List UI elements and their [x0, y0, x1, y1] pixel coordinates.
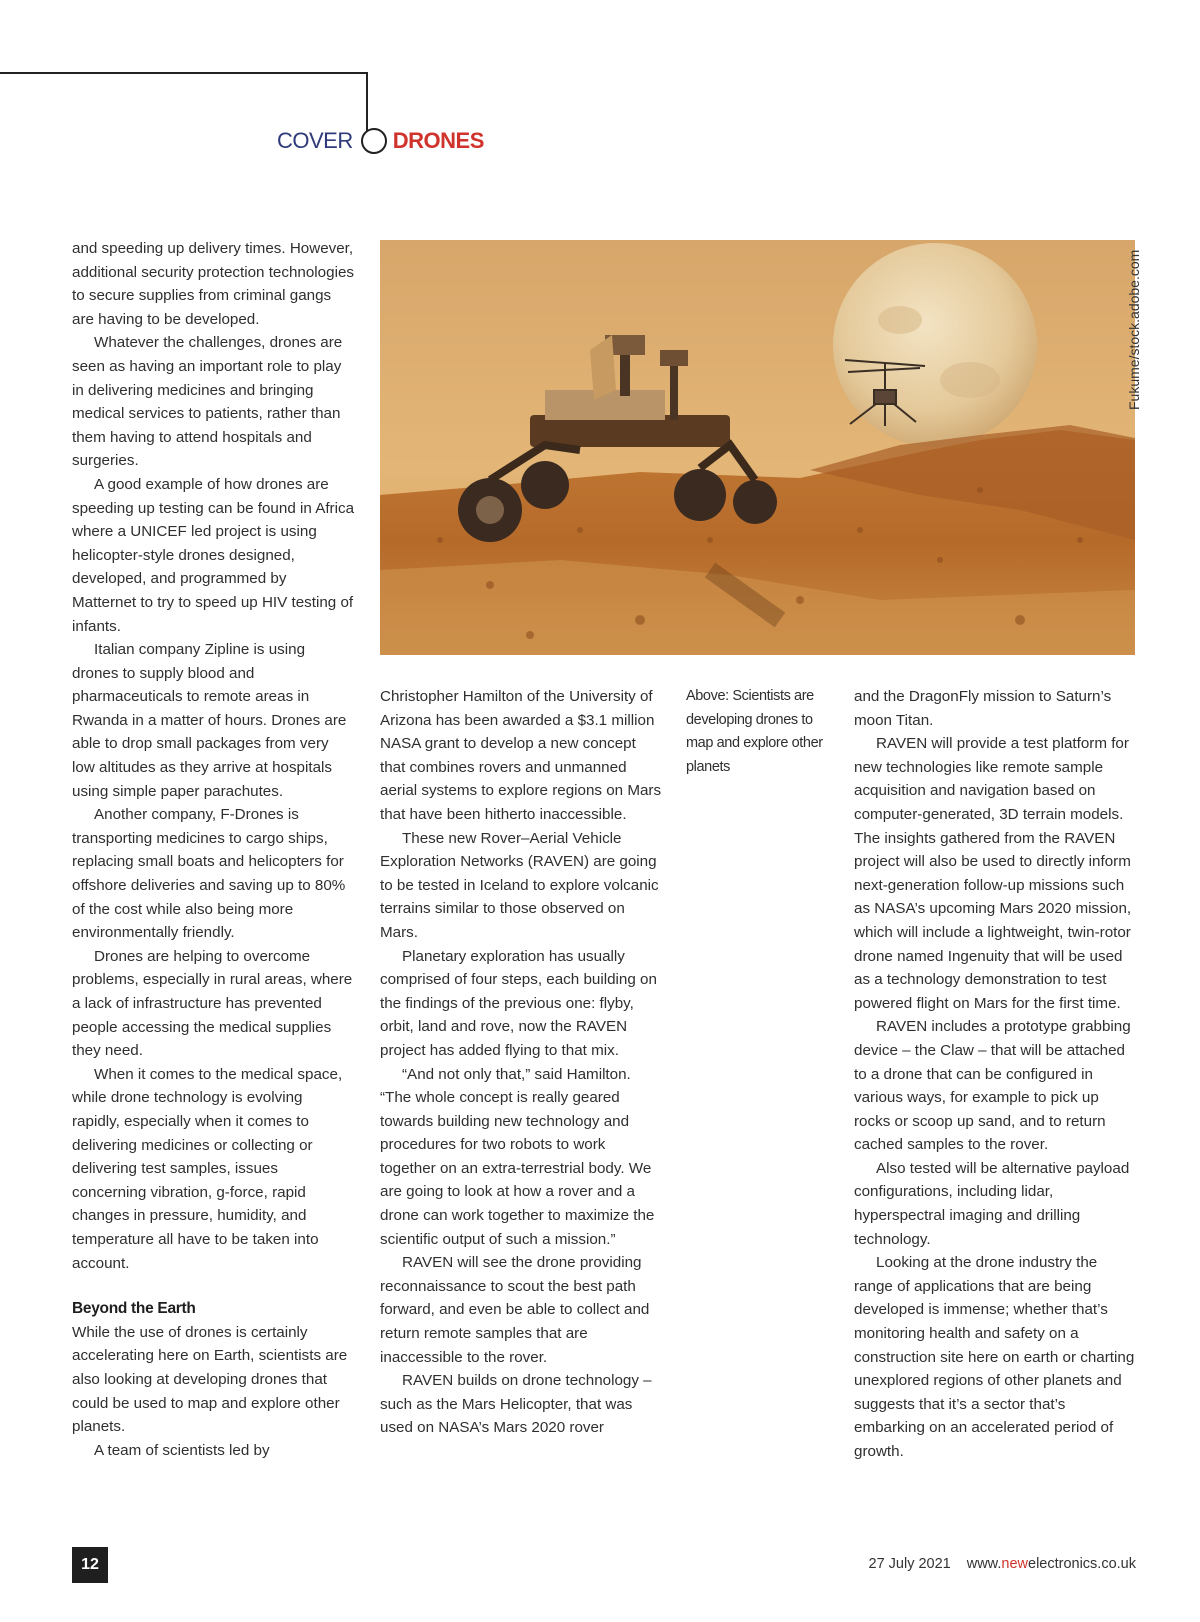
paragraph: Drones are helping to overcome problems, especially in rural areas, where a lack of infrastructure has prevented people accessing the medical supplies they need. [72, 947, 353, 1060]
paragraph: RAVEN will see the drone providing reconnaissance to scout the best path forward, and even be able to collect and return remote samples that are inaccessible to the rover. [380, 1254, 650, 1366]
paragraph: These new Rover–Aerial Vehicle Exploration Networks (RAVEN) are going to be tested in Iceland to explore volcanic terrains similar to those observed on Mars. [380, 829, 659, 941]
paragraph: RAVEN builds on drone technology – such as the Mars Helicopter, that was used on NASA’s Mars 2020 rover [380, 1372, 652, 1437]
footer-info [869, 1556, 1137, 1572]
paragraph: Looking at the drone industry the range of applications that are being developed is immense; whether that’s monitoring health and safety on a construction site here on earth or charting unexplored regions of other planets and suggests that it’s a sector that’s embarking on an accelerated period of growth. [854, 1254, 1135, 1460]
section-label-cover: COVER [277, 128, 353, 153]
issue-date: 27 July 2021 [868, 1556, 951, 1572]
paragraph: When it comes to the medical space, while drone technology is evolving rapidly, especially when it comes to delivering medicines or collecting or delivering test samples, issues concerning vibration, g-force, rapid changes in pressure, humidity, and temperature all have to be taken into account. [72, 1065, 343, 1272]
paragraph: “And not only that,” said Hamilton. “The whole concept is really geared towards building new technology and procedures for two robots to work together on an extra-terrestrial body. We are going to look at how a rover and a drone can work together to maximize the scientific output of such a mission.” [380, 1065, 655, 1248]
paragraph: and speeding up delivery times. However, additional security protection technologies to secure supplies from criminal gangs are having to be developed. [72, 240, 354, 328]
paragraph: Christopher Hamilton of the University of Arizona has been awarded a $3.1 million NASA grant to develop a new concept that combines rovers and unmanned aerial systems to explore regions on Mars that have been hitherto inaccessible. [380, 688, 662, 823]
header-rule-horizontal [0, 72, 368, 74]
paragraph: A good example of how drones are speeding up testing can be found in Africa where a UNICEF led project is using helicopter-style drones designed, developed, and programmed by Matternet to try to speed up HIV testing of infants. [72, 475, 355, 635]
subheading-beyond-the-earth: Beyond the Earth [72, 1300, 196, 1318]
website-url [967, 1556, 1136, 1572]
paragraph: A team of scientists led by [94, 1441, 270, 1459]
article-column-2 [380, 685, 662, 1440]
header-rule-vertical [366, 72, 368, 134]
mars-rover-photo [380, 240, 1135, 655]
url-prefix: www. [966, 1556, 1002, 1572]
url-suffix: electronics.co.uk [1028, 1556, 1136, 1572]
section-header [277, 126, 484, 156]
paragraph: RAVEN will provide a test platform for new technologies like remote sample acquisition and navigation based on computer-generated, 3D terrain models. The insights gathered from the RAVEN project will also be used to directly inform next-generation follow-up missions such as NASA’s upcoming Mars 2020 mission, which will include a lightweight, twin-rotor drone named Ingenuity that will be used as a technology demonstration to test powered flight on Mars for the first time. [854, 735, 1132, 1012]
article-column-3 [854, 685, 1136, 1464]
paragraph: Planetary exploration has usually comprised of four steps, each building on the findings of the previous one: flyby, orbit, land and rove, now the RAVEN project has added flying to that mix. [380, 947, 657, 1059]
url-accent: new [1001, 1556, 1028, 1572]
article-column-1 [72, 237, 354, 1462]
paragraph: Also tested will be alternative payload configurations, including lidar, hyperspectral imaging and drilling technology. [854, 1159, 1130, 1248]
paragraph: RAVEN includes a prototype grabbing device – the Claw – that will be attached to a drone that can be configured in various ways, for example to pick up rocks or scoop up sand, and to return cached samples to the rover. [854, 1018, 1131, 1154]
section-circle-icon [361, 128, 387, 154]
paragraph: While the use of drones is certainly accelerating here on Earth, scientists are also looking at developing drones that could be used to map and explore other planets. [72, 1323, 348, 1436]
page-number: 12 [72, 1547, 108, 1583]
paragraph: Italian company Zipline is using drones to supply blood and pharmaceuticals to remote areas in Rwanda in a matter of hours. Drones are able to drop small packages from very low altitudes as they arrive at hospitals using simple paper parachutes. [72, 641, 347, 800]
image-caption: Above: Scientists are developing drones to map and explore other planets [686, 688, 823, 775]
section-label-drones: DRONES [392, 128, 484, 153]
photo-credit [1126, 240, 1164, 410]
photo-credit-text: Fukume/stock.adobe.com [1126, 249, 1142, 410]
paragraph: Whatever the challenges, drones are seen as having an important role to play in delivering medicines and bringing medical services to patients, rather than them having to attend hospitals and surgeries. [72, 334, 343, 470]
paragraph: and the DragonFly mission to Saturn’s moon Titan. [854, 688, 1112, 729]
paragraph: Another company, F-Drones is transporting medicines to cargo ships, replacing small boats and helicopters for offshore deliveries and saving up to 80% of the cost while also being more environmentally friendly. [72, 806, 346, 942]
